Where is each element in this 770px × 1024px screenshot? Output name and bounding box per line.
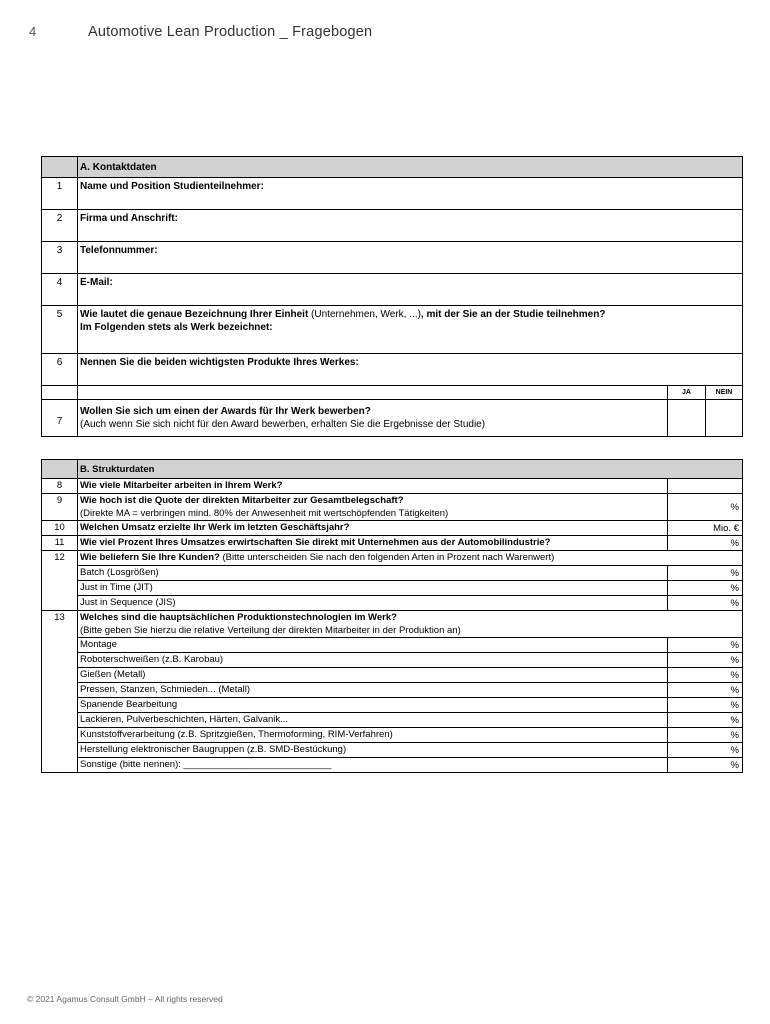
yes-checkbox[interactable] [668, 400, 706, 437]
item-label: Pressen, Stanzen, Schmieden... (Metall) [78, 683, 668, 698]
question-label: Wie viele Mitarbeiter arbeiten in Ihrem Werk? [78, 479, 668, 494]
percent-input[interactable]: % [668, 758, 743, 773]
yes-no-header-row [42, 386, 743, 400]
list-item [42, 581, 743, 596]
percent-input[interactable]: % [668, 713, 743, 728]
field-label: Firma und Anschrift: [80, 213, 178, 224]
list-item [42, 566, 743, 581]
list-item [42, 743, 743, 758]
form-row [42, 400, 743, 437]
page-number: 4 [29, 24, 37, 39]
question-row [42, 536, 743, 551]
row-number: 10 [42, 521, 78, 536]
section-header [42, 460, 743, 479]
list-item [42, 596, 743, 611]
row-number: 5 [42, 306, 78, 354]
section-a-title: A. Kontaktdaten [78, 157, 743, 178]
field-label: E-Mail: [80, 277, 113, 288]
question-note: (Direkte MA = verbringen mind. 80% der Anwesenheit mit wertschöpfenden Tätigkeiten) [80, 508, 449, 519]
question-note: (Bitte unterscheiden Sie nach den folgenden Arten in Prozent nach Warenwert) [219, 552, 555, 563]
field-label: , mit der Sie an der Studie teilnehmen? Im Folgenden stets als Werk bezeichnet: [80, 309, 606, 333]
form-row[interactable] [42, 178, 743, 210]
item-label: Sonstige (bitte nennen): ____________________________ [78, 758, 668, 773]
page-title: Automotive Lean Production _ Fragebogen [88, 24, 373, 40]
row-number: 3 [42, 242, 78, 274]
item-label: Montage [78, 638, 668, 653]
no-checkbox[interactable] [706, 400, 743, 437]
question-label: Welches sind die hauptsächlichen Produktionstechnologien im Werk? (Bitte geben Sie hierzu die relative Verteilung der direkten Mitarbeiter in der Produktion an) [78, 611, 743, 638]
field-hint: (Unternehmen, Werk, ...) [308, 309, 421, 320]
structure-data-table [41, 459, 743, 773]
section-b-title: B. Strukturdaten [78, 460, 743, 479]
list-item [42, 683, 743, 698]
question-row [42, 551, 743, 566]
percent-unit: % [730, 537, 739, 549]
item-label: Just in Sequence (JIS) [78, 596, 668, 611]
percent-input[interactable]: % [668, 581, 743, 596]
list-item [42, 728, 743, 743]
percent-input[interactable]: % [668, 596, 743, 611]
item-label: Kunststoffverarbeitung (z.B. Spritzgießen, Thermoforming, RIM-Verfahren) [78, 728, 668, 743]
percent-input[interactable]: % [668, 653, 743, 668]
question-label: Wollen Sie sich um einen der Awards für Ihr Werk bewerben? [80, 406, 371, 417]
question-row [42, 479, 743, 494]
section-header [42, 157, 743, 178]
employees-input[interactable] [668, 479, 743, 494]
field-label: Name und Position Studienteilnehmer: [80, 181, 264, 192]
yes-column-header: JA [668, 386, 706, 400]
percent-input[interactable]: % [668, 698, 743, 713]
list-item [42, 668, 743, 683]
question-row [42, 521, 743, 536]
row-number: 1 [42, 178, 78, 210]
question-row [42, 494, 743, 521]
revenue-input[interactable] [668, 521, 743, 536]
list-item [42, 698, 743, 713]
email-field[interactable] [78, 274, 743, 306]
form-row[interactable] [42, 306, 743, 354]
percent-input[interactable]: % [668, 683, 743, 698]
item-label: Herstellung elektronischer Baugruppen (z.B. SMD-Bestückung) [78, 743, 668, 758]
row-number: 8 [42, 479, 78, 494]
item-label: Roboterschweißen (z.B. Karobau) [78, 653, 668, 668]
row-number: 9 [42, 494, 78, 521]
currency-unit: Mio. € [713, 522, 739, 534]
list-item [42, 653, 743, 668]
list-item [42, 758, 743, 773]
company-address-field[interactable] [78, 210, 743, 242]
contact-data-table [41, 156, 743, 437]
form-row[interactable] [42, 242, 743, 274]
no-column-header: NEIN [706, 386, 743, 400]
copyright-footer: © 2021 Agamus Consult GmbH – All rights reserved [27, 994, 223, 1004]
field-label: Nennen Sie die beiden wichtigsten Produkte Ihres Werkes: [80, 357, 359, 368]
products-field[interactable] [78, 354, 743, 386]
list-item [42, 638, 743, 653]
item-label: Spanende Bearbeitung [78, 698, 668, 713]
unit-name-field[interactable] [78, 306, 743, 354]
question-row [42, 611, 743, 638]
row-number: 4 [42, 274, 78, 306]
row-number: 7 [42, 400, 78, 437]
form-row[interactable] [42, 210, 743, 242]
question-label: Wie beliefern Sie Ihre Kunden? (Bitte unterscheiden Sie nach den folgenden Arten in Prozent nach Warenwert) [78, 551, 743, 566]
item-label: Just in Time (JIT) [78, 581, 668, 596]
automotive-revenue-input[interactable] [668, 536, 743, 551]
row-number: 13 [42, 611, 78, 773]
row-number: 2 [42, 210, 78, 242]
item-label: Batch (Losgrößen) [78, 566, 668, 581]
field-label: Wie lautet die genaue Bezeichnung Ihrer Einheit [80, 309, 309, 320]
percent-input[interactable]: % [668, 668, 743, 683]
direct-staff-ratio-input[interactable] [668, 494, 743, 521]
question-note: (Bitte geben Sie hierzu die relative Verteilung der direkten Mitarbeiter in der Produktion an) [80, 625, 461, 636]
list-item [42, 713, 743, 728]
percent-input[interactable]: % [668, 638, 743, 653]
question-label: Wie viel Prozent Ihres Umsatzes erwirtschaften Sie direkt mit Unternehmen aus der Automobilindustrie? [78, 536, 668, 551]
question-label: Welchen Umsatz erzielte Ihr Werk im letzten Geschäftsjahr? [78, 521, 668, 536]
phone-field[interactable] [78, 242, 743, 274]
question-note: (Auch wenn Sie sich nicht für den Award bewerben, erhalten Sie die Ergebnisse der Studie) [80, 419, 486, 430]
row-number: 12 [42, 551, 78, 611]
award-question [78, 400, 668, 437]
percent-input[interactable]: % [668, 728, 743, 743]
question-label: Wie hoch ist die Quote der direkten Mitarbeiter zur Gesamtbelegschaft? (Direkte MA = verbringen mind. 80% der Anwesenheit mit wertschöpfenden Tätigkeiten) [78, 494, 668, 521]
item-label: Lackieren, Pulverbeschichten, Härten, Galvanik... [78, 713, 668, 728]
field-label: Telefonnummer: [80, 245, 158, 256]
percent-unit: % [730, 501, 739, 513]
percent-input[interactable]: % [668, 566, 743, 581]
form-row[interactable] [42, 274, 743, 306]
name-position-field[interactable] [78, 178, 743, 210]
item-label: Gießen (Metall) [78, 668, 668, 683]
form-row[interactable] [42, 354, 743, 386]
percent-input[interactable]: % [668, 743, 743, 758]
row-number: 6 [42, 354, 78, 386]
row-number: 11 [42, 536, 78, 551]
